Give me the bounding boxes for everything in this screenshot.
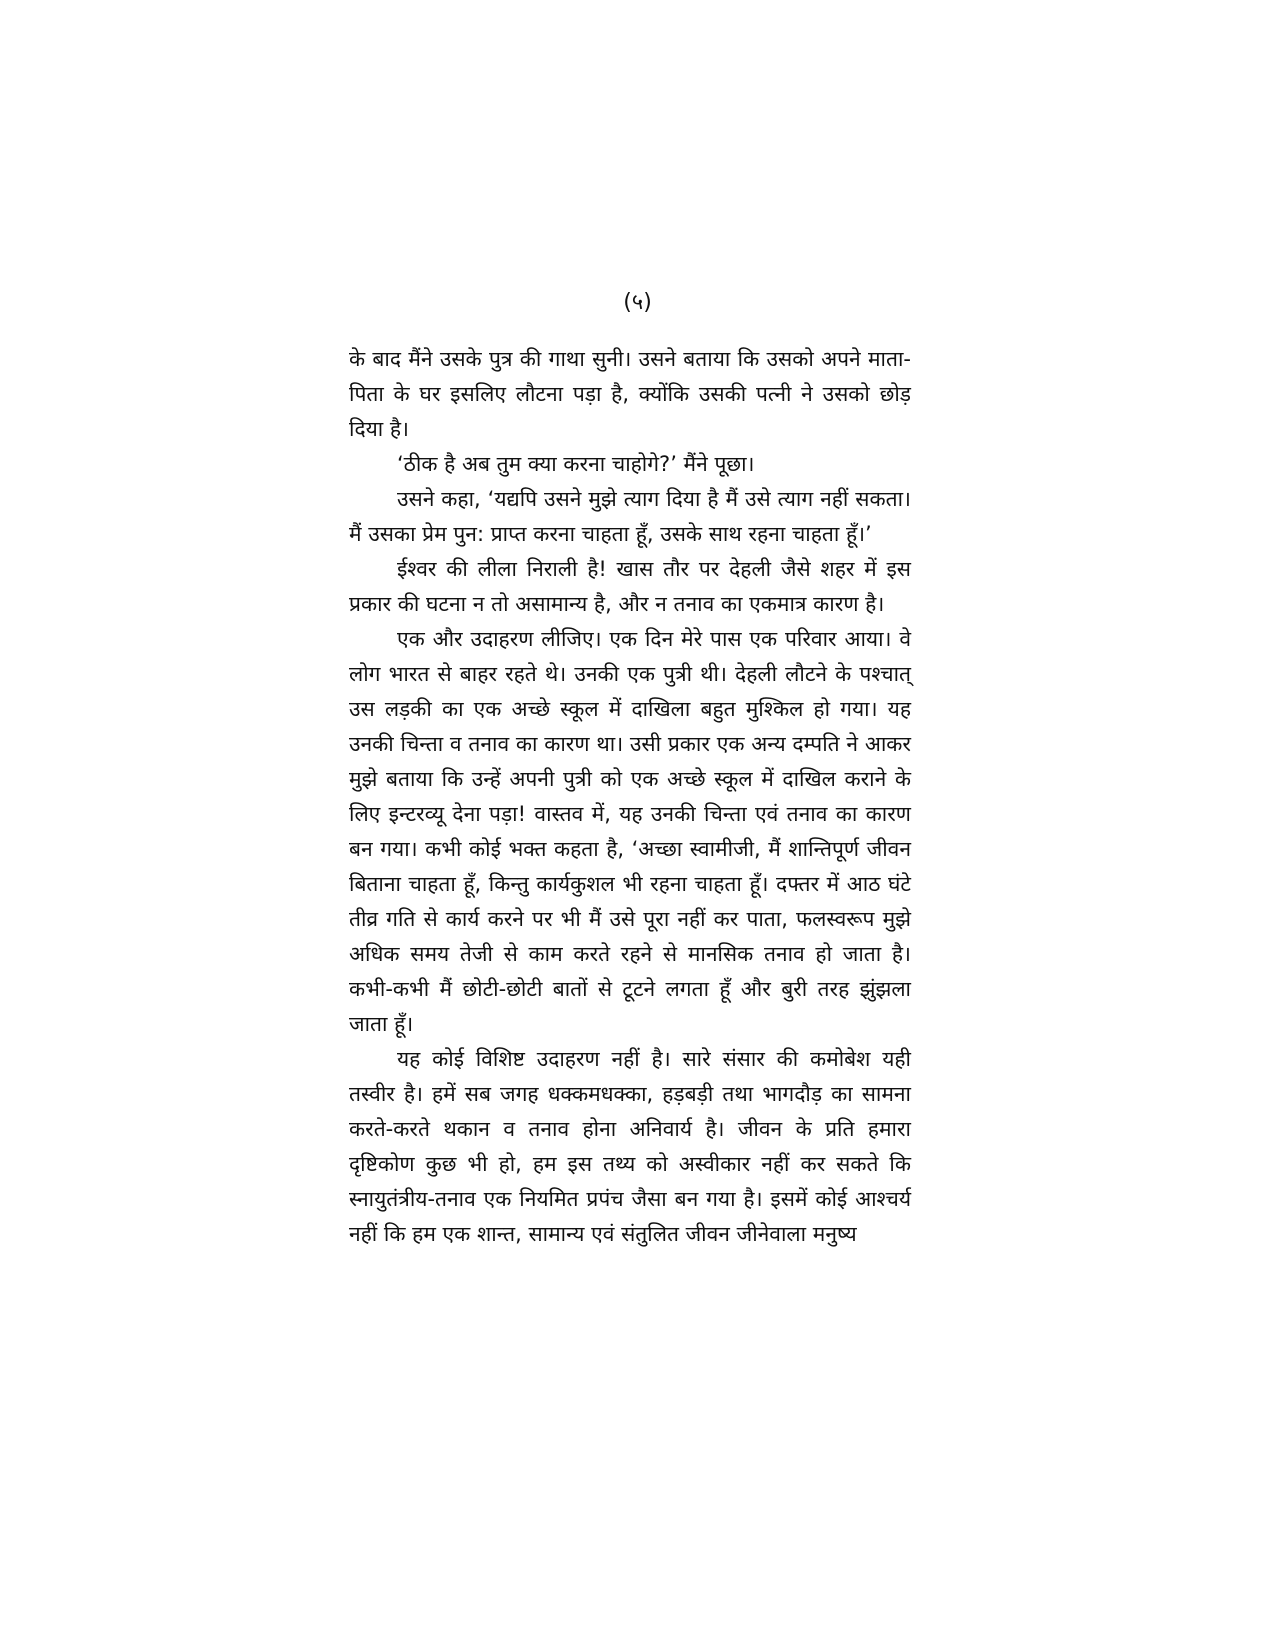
page-number: (५) [623,290,652,315]
paragraph-6: यह कोई विशिष्ट उदाहरण नहीं है। सारे संसार की कमोबेश यही तस्वीर है। हमें सब जगह धक्कमधक्का, हड़बड़ी तथा भागदौड़ का सामना करते-करते थकान व तनाव होना अनिवार्य है। जीवन के प्रति हमारा दृष्टिकोण कुछ भी हो, हम इस तथ्य को अस्वीकार नहीं कर सकते कि स्नायुतंत्रीय-तनाव एक नियमित प्रपंच जैसा बन गया है। इसमें कोई आश्चर्य नहीं कि हम एक शान्त, सामान्य एवं संतुलित जीवन जीनेवाला मनुष्य [349,1047,911,1246]
paragraph-5: एक और उदाहरण लीजिए। एक दिन मेरे पास एक परिवार आया। वे लोग भारत से बाहर रहते थे। उनकी एक पुत्री थी। देहली लौटने के पश्चात् उस लड़की का एक अच्छे स्कूल में दाखिला बहुत मुश्किल हो गया। यह उनकी चिन्ता व तनाव का कारण था। उसी प्रकार एक अन्य दम्पति ने आकर मुझे बताया कि उन्हें अपनी पुत्री को एक अच्छे स्कूल में दाखिल कराने के लिए इन्टरव्यू देना पड़ा! वास्तव में, यह उनकी चिन्ता एवं तनाव का कारण बन गया। कभी कोई भक्त कहता है, ‘अच्छा स्वामीजी, मैं शान्तिपूर्ण जीवन बिताना चाहता हूँ, किन्तु कार्यकुशल भी रहना चाहता हूँ। दफ्तर में आठ घंटे तीव्र गति से कार्य करने पर भी मैं उसे पूरा नहीं कर पाता, फलस्वरूप मुझे अधिक समय तेजी से काम करते रहने से मानसिक तनाव हो जाता है। कभी-कभी मैं छोटी-छोटी बातों से टूटने लगता हूँ और बुरी तरह झुंझला जाता हूँ। [349,627,911,1036]
paragraph-2: ‘ठीक है अब तुम क्या करना चाहोगे?’ मैंने पूछा। [397,452,755,476]
paragraph-4: ईश्वर की लीला निराली है! खास तौर पर देहली जैसे शहर में इस प्रकार की घटना न तो असामान्य है, और न तनाव का एकमात्र कारण है। [349,557,911,616]
paragraph-3: उसने कहा, ‘यद्यपि उसने मुझे त्याग दिया है मैं उसे त्याग नहीं सकता। मैं उसका प्रेम पुन: प्राप्त करना चाहता हूँ, उसके साथ रहना चाहता हूँ।’ [349,487,911,546]
paragraph-1: के बाद मैंने उसके पुत्र की गाथा सुनी। उसने बताया कि उसको अपने माता-पिता के घर इसलिए लौटना पड़ा है, क्योंकि उसकी पत्नी ने उसको छोड़ दिया है। [349,347,911,441]
body-text [349,342,911,1252]
